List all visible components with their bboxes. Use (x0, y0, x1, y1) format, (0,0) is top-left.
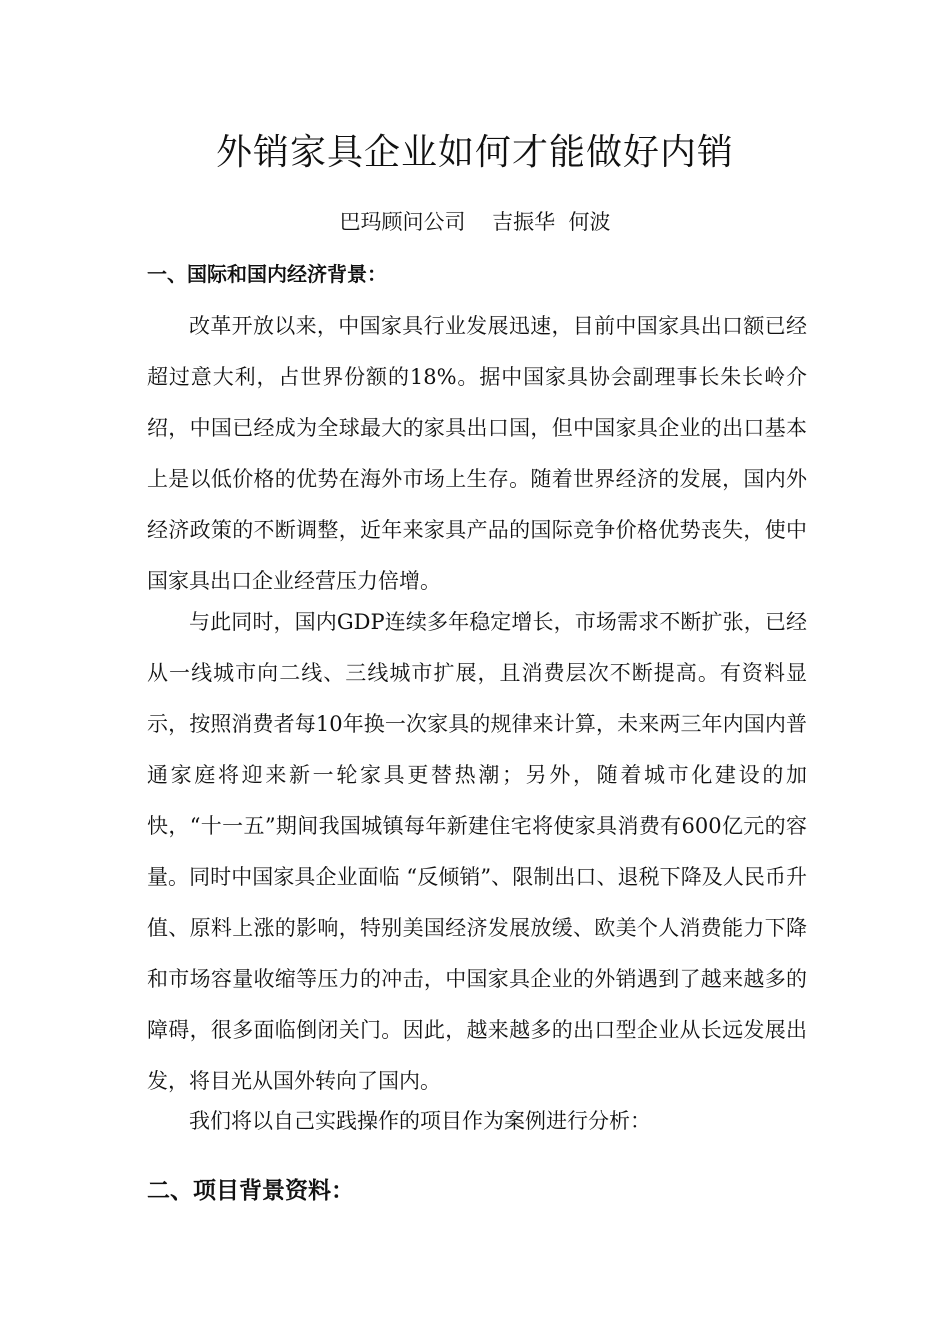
paragraph-case-intro: 我们将以自己实践操作的项目作为案例进行分析： (189, 1109, 651, 1133)
paragraph-domestic-market: 与此同时，国内GDP连续多年稳定增长，市场需求不断扩张，已经从一线城市向二线、三线城市扩展，且消费层次不断提高。有资料显示，按照消费者每10年换一次家具的规律来计算，未来两三年内国内普通家庭将迎来新一轮家具更替热潮；另外，随着城市化建设的加快，“十一五”期间我国城镇每年新建住宅将使家具消费有600亿元的容量。同时中国家具企业面临 “反倾销”、限制出口、退税下降及人民币升值、原料上涨的影响，特别美国经济发展放缓、欧美个人消费能力下降和市场容量收缩等压力的冲击，中国家具企业的外销遇到了越来越多的障碍，很多面临倒闭关门。因此，越来越多的出口型企业从长远发展出发，将目光从国外转向了国内。 (147, 610, 807, 1093)
section-heading-project: 二、项目背景资料： (147, 1177, 354, 1204)
author-byline: 巴玛顾问公司 吉振华 何波 (339, 210, 611, 234)
section-heading-background: 一、国际和国内经济背景： (147, 262, 387, 286)
paragraph-industry-overview: 改革开放以来，中国家具行业发展迅速，目前中国家具出口额已经超过意大利，占世界份额的18%。据中国家具协会副理事长朱长岭介绍，中国已经成为全球最大的家具出口国，但中国家具企业的出口基本上是以低价格的优势在海外市场上生存。随着世界经济的发展，国内外经济政策的不断调整，近年来家具产品的国际竞争价格优势丧失，使中国家具出口企业经营压力倍增。 (147, 314, 807, 593)
document-title: 外销家具企业如何才能做好内销 (215, 132, 734, 173)
